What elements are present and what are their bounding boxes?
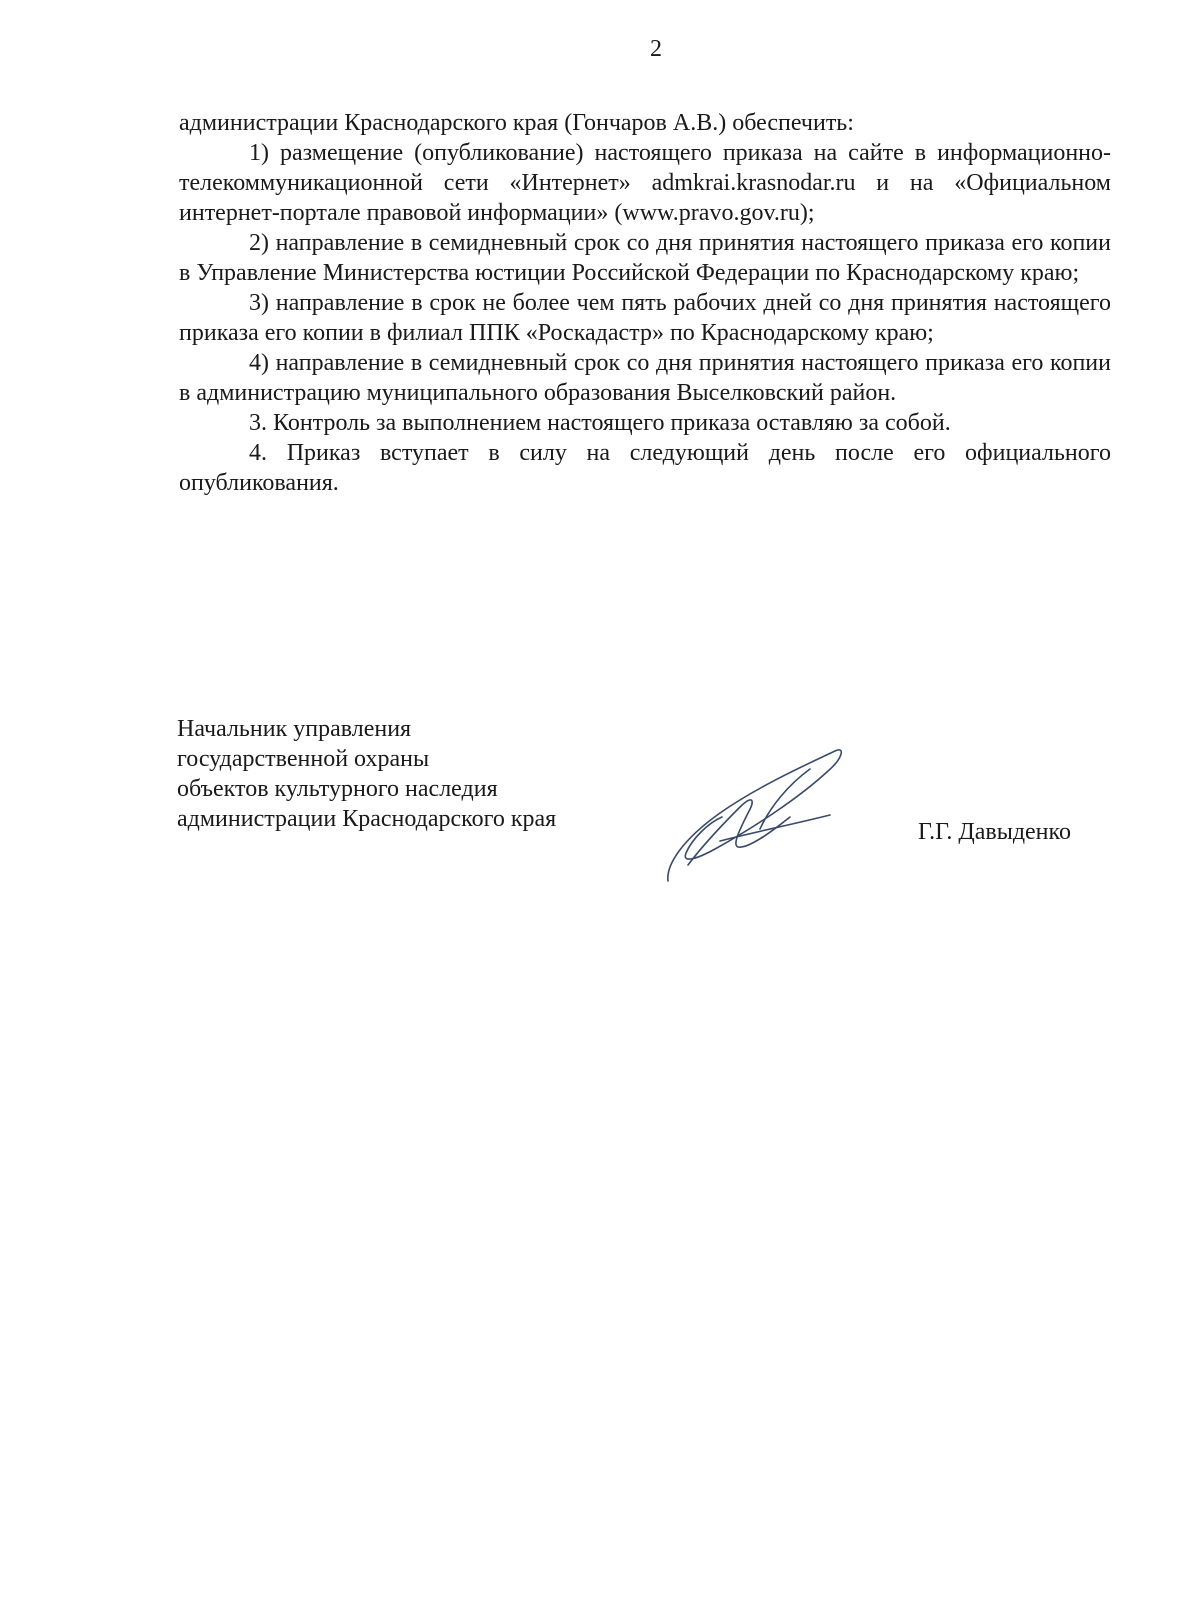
page-number: 2: [650, 36, 663, 62]
signer-position: [177, 714, 637, 834]
handwritten-signature: [660, 745, 870, 885]
paragraph: 4) направление в семидневный срок со дня принятия настоящего приказа его копии в администрацию муниципального образования Выселковский район.: [179, 350, 1111, 406]
signer-position-line: Начальник управления: [177, 716, 412, 742]
paragraph: 3. Контроль за выполнением настоящего приказа оставляю за собой.: [249, 410, 951, 436]
paragraph: 3) направление в срок не более чем пять рабочих дней со дня принятия настоящего приказа его копии в филиал ППК «Роскадастр» по Краснодарскому краю;: [179, 290, 1111, 346]
document-body: [179, 108, 1111, 498]
signature-stroke: [720, 815, 830, 841]
signer-position-line: объектов культурного наследия: [177, 776, 498, 802]
paragraph: 4. Приказ вступает в силу на следующий день после его официального опубликования.: [179, 440, 1111, 496]
signer-position-line: администрации Краснодарского края: [177, 806, 557, 832]
paragraph: администрации Краснодарского края (Гончаров А.В.) обеспечить:: [179, 110, 854, 136]
paragraph: 1) размещение (опубликование) настоящего приказа на сайте в информационно-телекоммуникационной сети «Интернет» admkrai.krasnodar.ru и на «Официальном интернет-портале правовой информации» (www.pravo.gov.ru);: [179, 140, 1111, 226]
paragraph: 2) направление в семидневный срок со дня принятия настоящего приказа его копии в Управление Министерства юстиции Российской Федерации по Краснодарскому краю;: [179, 230, 1111, 286]
signer-position-line: государственной охраны: [177, 746, 430, 772]
signer-name: Г.Г. Давыденко: [918, 819, 1071, 845]
signature-stroke: [668, 750, 841, 881]
